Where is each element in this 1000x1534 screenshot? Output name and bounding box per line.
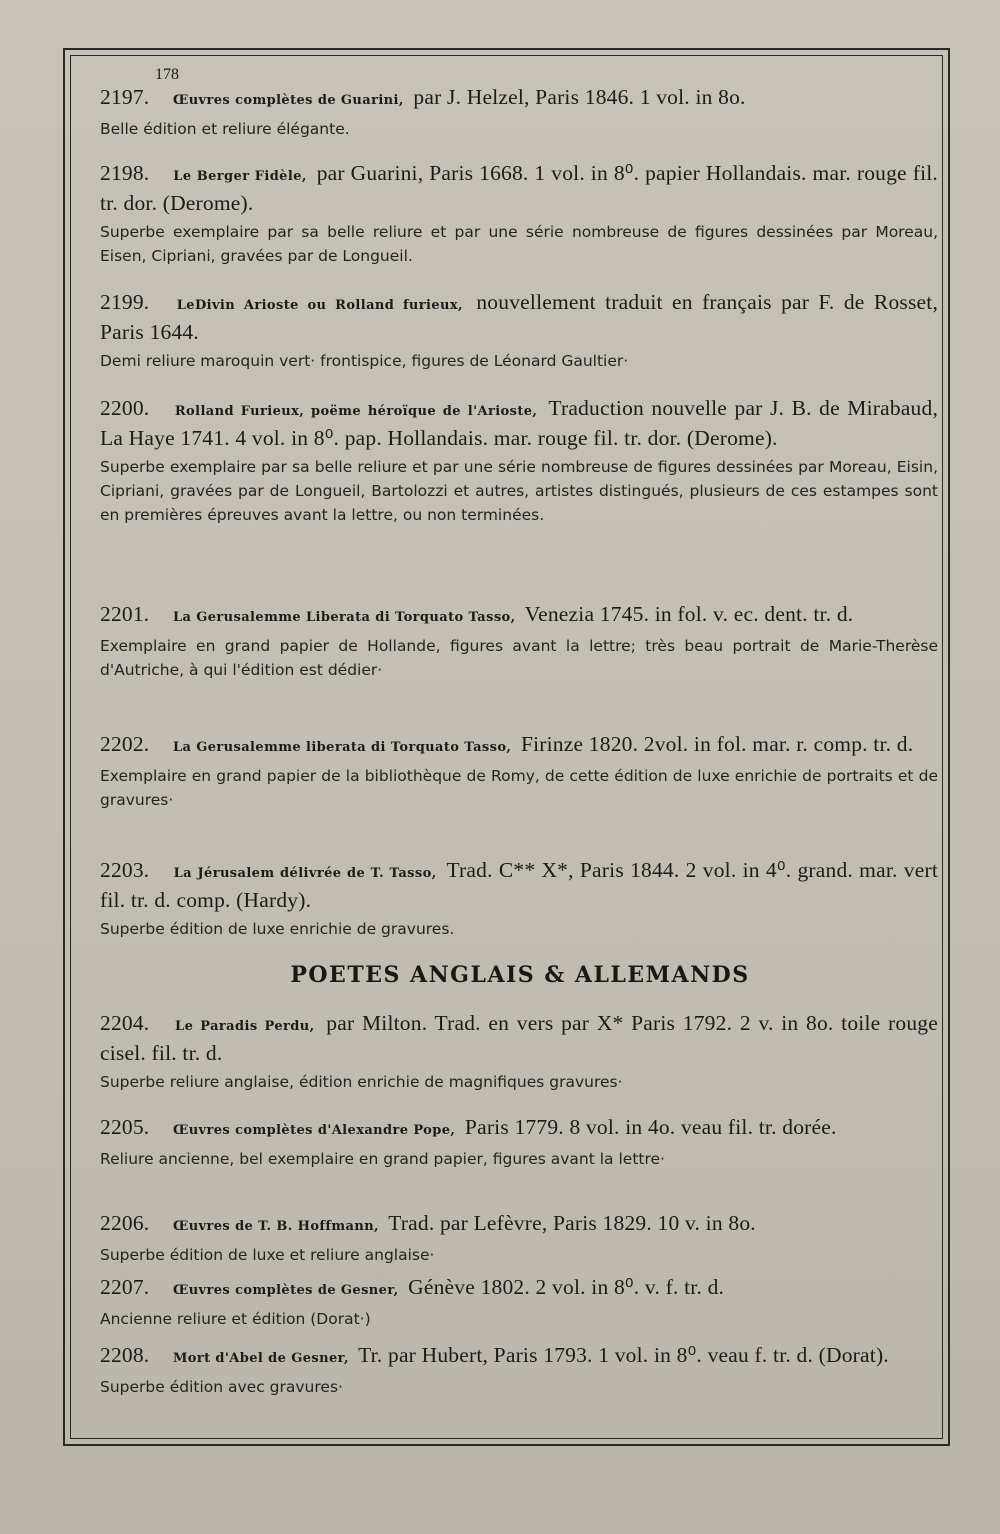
entry-title: LeDivin Arioste ou Rolland furieux, [176, 298, 463, 313]
catalogue-entry [100, 1210, 938, 1267]
entry-note: Superbe exemplaire par sa belle reliure et par une série nombreuse de figures dessinées par Moreau, Eisin, Cipriani, gravées par de Longueil, Bartolozzi et autres, artistes distingués, plusieurs de ces estampes sont en premières épreuves avant la lettre, ou non terminées. [100, 458, 938, 524]
entry-note: Exemplaire en grand papier de Hollande, figures avant la lettre; très beau portrait de Marie-Therèse d'Autriche, à qui l'édition est dédier· [100, 637, 938, 679]
entry-note: Belle édition et reliure élégante. [100, 120, 350, 138]
entry-heading [100, 1010, 938, 1067]
entry-title: La Gerusalemme Liberata di Torquato Tasso, [172, 610, 516, 625]
entry-title: Œuvres complètes de Guarini, [172, 93, 404, 108]
entry-heading [100, 1274, 938, 1304]
entry-details: Venezia 1745. in fol. v. ec. dent. tr. d. [524, 602, 854, 626]
entry-number: 2207. [100, 1275, 150, 1299]
entry-details: Trad. C** X*, Paris 1844. 2 vol. in 4⁰. grand. mar. vert fil. tr. d. comp. (Hardy). [100, 858, 939, 912]
entry-details: Génève 1802. 2 vol. in 8⁰. v. f. tr. d. [408, 1275, 725, 1299]
catalogue-entry [100, 857, 938, 941]
entry-heading [100, 84, 938, 114]
catalogue-entry [100, 731, 938, 812]
catalogue-entry [100, 1114, 938, 1171]
entry-number: 2201. [100, 602, 150, 626]
entry-details: par Milton. Trad. en vers par X* Paris 1792. 2 v. in 8o. toile rouge cisel. fil. tr. d. [100, 1011, 938, 1065]
catalogue-entry [100, 160, 938, 268]
entry-title: Œuvres de T. B. Hoffmann, [172, 1219, 379, 1234]
entry-details: par Guarini, Paris 1668. 1 vol. in 8⁰. papier Hollandais. mar. rouge fil. tr. dor. (Derome). [100, 161, 938, 215]
entry-number: 2205. [100, 1115, 150, 1139]
entry-details: Traduction nouvelle par J. B. de Mirabaud, La Haye 1741. 4 vol. in 8⁰. pap. Hollandais. mar. rouge fil. tr. dor. (Derome). [100, 396, 939, 450]
entry-heading [100, 731, 938, 761]
entry-note: Superbe édition de luxe enrichie de gravures. [100, 920, 455, 938]
entry-details: Firinze 1820. 2vol. in fol. mar. r. comp. tr. d. [520, 732, 914, 756]
entry-note: Ancienne reliure et édition (Dorat·) [100, 1310, 371, 1328]
entry-details: Tr. par Hubert, Paris 1793. 1 vol. in 8⁰. veau f. tr. d. (Dorat). [358, 1343, 889, 1367]
catalogue-entry [100, 1274, 938, 1331]
catalogue-entry [100, 395, 938, 527]
entry-details: Paris 1779. 8 vol. in 4o. veau fil. tr. dorée. [464, 1115, 837, 1139]
entry-title: Œuvres complètes de Gesner, [172, 1283, 399, 1298]
catalogue-entry [100, 1010, 938, 1094]
entry-title: Mort d'Abel de Gesner, [172, 1351, 349, 1366]
entry-heading [100, 160, 938, 217]
entry-number: 2199. [100, 290, 150, 314]
page-number: 178 [155, 66, 179, 83]
entry-title: Rolland Furieux, poëme héroïque de l'Arioste, [174, 404, 538, 419]
entry-details: nouvellement traduit en français par F. de Rosset, Paris 1644. [100, 290, 939, 344]
entry-number: 2202. [100, 732, 150, 756]
section-heading: POETES ANGLAIS & ALLEMANDS [290, 962, 750, 988]
entry-number: 2197. [100, 85, 150, 109]
entry-heading [100, 1342, 938, 1372]
entry-heading [100, 1114, 938, 1144]
entry-details: Trad. par Lefèvre, Paris 1829. 10 v. in 8o. [388, 1211, 756, 1235]
entry-number: 2204. [100, 1011, 150, 1035]
catalogue-entry [100, 84, 938, 141]
entry-title: Le Paradis Perdu, [175, 1019, 315, 1034]
entry-heading [100, 289, 938, 346]
entry-note: Demi reliure maroquin vert· frontispice, figures de Léonard Gaultier· [100, 352, 629, 370]
entry-title: La Gerusalemme liberata di Torquato Tasso, [172, 740, 512, 755]
entry-number: 2208. [100, 1343, 150, 1367]
entry-title: Œuvres complètes d'Alexandre Pope, [172, 1123, 456, 1138]
catalogue-entry [100, 289, 938, 373]
entry-note: Superbe reliure anglaise, édition enrichie de magnifiques gravures· [100, 1073, 623, 1091]
entry-heading [100, 857, 938, 914]
entry-title: Le Berger Fidèle, [173, 169, 307, 184]
entry-heading [100, 601, 938, 631]
entry-note: Superbe édition avec gravures· [100, 1378, 343, 1396]
entry-number: 2206. [100, 1211, 150, 1235]
entry-heading [100, 1210, 938, 1240]
entry-number: 2200. [100, 396, 150, 420]
entry-details: par J. Helzel, Paris 1846. 1 vol. in 8o. [413, 85, 746, 109]
catalogue-entry [100, 601, 938, 682]
catalogue-entry [100, 1342, 938, 1399]
entry-note: Superbe édition de luxe et reliure anglaise· [100, 1246, 435, 1264]
entry-title: La Jérusalem délivrée de T. Tasso, [173, 866, 437, 881]
entry-note: Exemplaire en grand papier de la bibliothèque de Romy, de cette édition de luxe enrichie de portraits et de gravures· [100, 767, 938, 809]
entry-heading [100, 395, 938, 452]
entry-number: 2198. [100, 161, 150, 185]
entry-note: Superbe exemplaire par sa belle reliure et par une série nombreuse de figures dessinées par Moreau, Eisen, Cipriani, gravées par de Longueil. [100, 223, 938, 265]
entry-number: 2203. [100, 858, 150, 882]
entry-note: Reliure ancienne, bel exemplaire en grand papier, figures avant la lettre· [100, 1150, 665, 1168]
